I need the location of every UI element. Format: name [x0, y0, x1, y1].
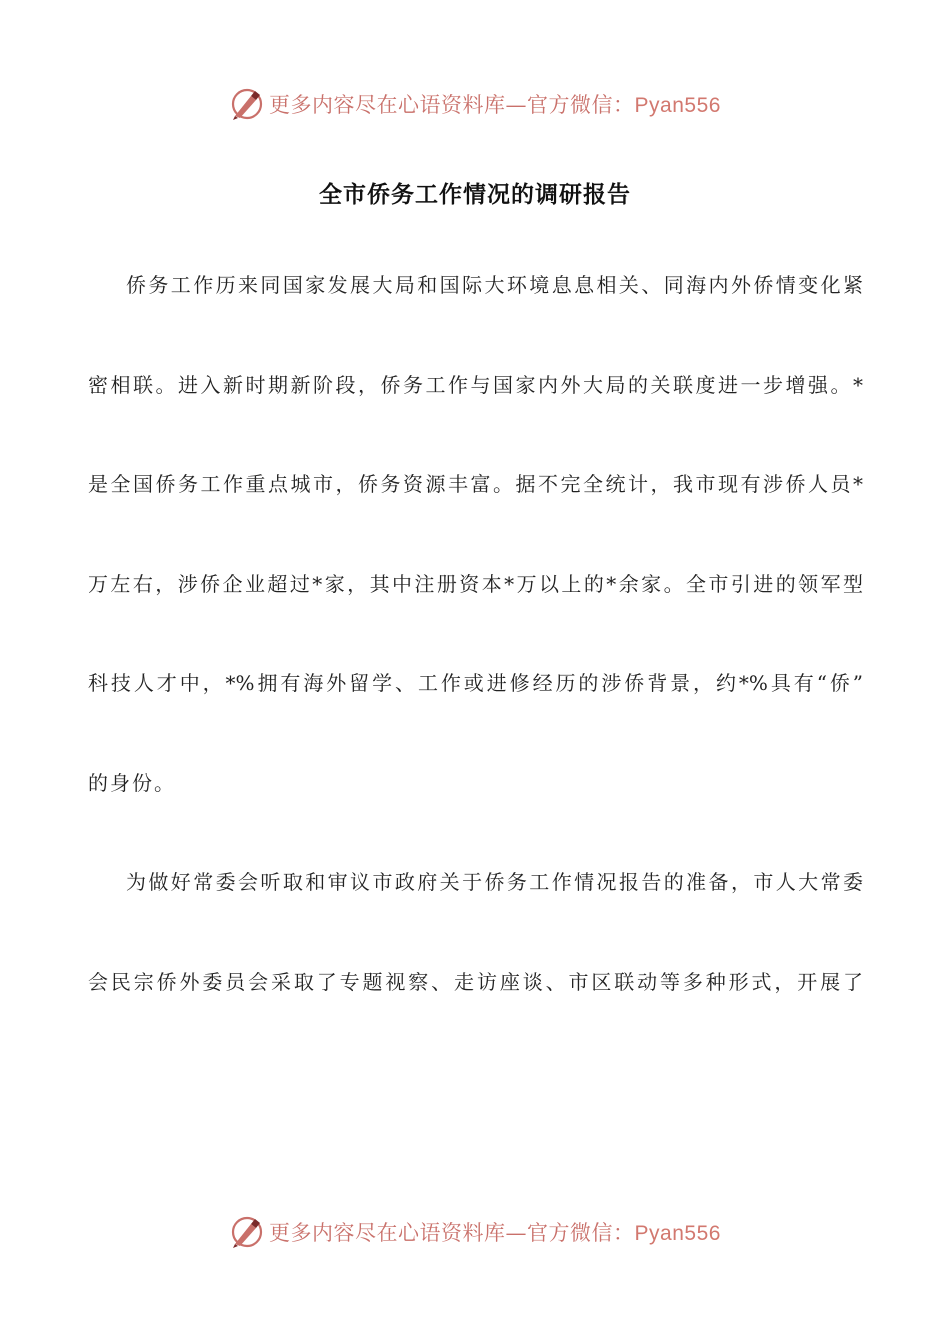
paragraph-line — [88, 561, 863, 661]
footer-banner-wechat: 官方微信： — [527, 1221, 635, 1245]
header-banner-handle: Pyan556 — [634, 94, 721, 117]
header-banner-dash: — — [505, 93, 528, 117]
footer-banner-main: 更多内容尽在心语资料库 — [269, 1221, 506, 1245]
paragraph-line — [88, 760, 863, 860]
header-banner-content — [229, 86, 721, 122]
line-text: 科技人才中，*%拥有海外留学、工作或进修经历的涉侨背景，约*%具有“侨” — [88, 671, 863, 695]
line-text: 密相联。进入新时期新阶段，侨务工作与国家内外大局的关联度进一步增强。* — [88, 372, 863, 397]
paragraph-line — [88, 362, 863, 462]
header-banner-text — [269, 89, 721, 119]
line-text: 侨务工作历来同国家发展大局和国际大环境息息相关、同海内外侨情变化紧 — [126, 273, 863, 297]
footer-banner — [0, 1210, 950, 1254]
header-banner — [0, 82, 950, 126]
line-text: 会民宗侨外委员会采取了专题视察、走访座谈、市区联动等多种形式，开展了 — [88, 969, 863, 994]
paragraph-line — [88, 262, 863, 362]
line-text: 万左右，涉侨企业超过*家，其中注册资本*万以上的*余家。全市引进的领军型 — [88, 571, 863, 596]
line-text: 的身份。 — [88, 770, 176, 795]
paragraph-line — [88, 959, 863, 1059]
line-text: 是全国侨务工作重点城市，侨务资源丰富。据不完全统计，我市现有涉侨人员* — [88, 472, 863, 496]
paragraph-line — [88, 660, 863, 760]
document-title: 全市侨务工作情况的调研报告 — [319, 181, 631, 208]
header-banner-wechat: 官方微信： — [527, 93, 635, 117]
paragraph-line — [88, 461, 863, 561]
pen-logo-icon — [229, 1214, 265, 1250]
line-text: 为做好常委会听取和审议市政府关于侨务工作情况报告的准备，市人大常委 — [126, 870, 863, 894]
pen-logo-icon — [229, 86, 265, 122]
footer-banner-dash: — — [505, 1221, 528, 1245]
footer-banner-handle: Pyan556 — [634, 1222, 721, 1245]
footer-banner-text — [269, 1217, 721, 1247]
footer-banner-content — [229, 1214, 721, 1250]
paragraph-line — [88, 859, 863, 959]
header-banner-main: 更多内容尽在心语资料库 — [269, 93, 506, 117]
document-body — [88, 262, 863, 1058]
